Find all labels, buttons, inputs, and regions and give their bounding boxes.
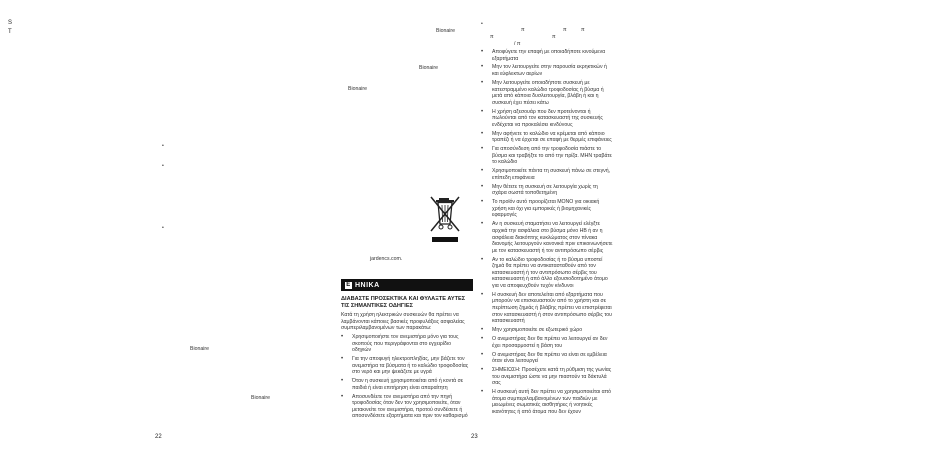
list-item: • Η χρήση αξεσουάρ που δεν προτείνονται ή πωλούνται από τον κατασκευαστή της συσκευής ενδέχεται να προκαλέσει κινδύνους: [481, 109, 613, 129]
weee-crossed-bin-icon: [429, 195, 461, 245]
corner-letter-t: T: [8, 29, 12, 35]
section-banner: [341, 279, 473, 291]
list-item: • Αν το καλώδιο τροφοδοσίας ή το βύσμα υποστεί ζημιά θα πρέπει να αντικατασταθούν από τον κατασκευαστή ή τον αντιπρόσωπο σέρβις του κατασκευαστή ή από άλλο εξουσιοδοτημένο άτομο για να αποφευχθούν τυχόν κίνδυνοι: [481, 257, 613, 290]
safety-heading: ΔΙΑΒΑΣΤΕ ΠΡΟΣΕΚΤΙΚΑ ΚΑΙ ΦΥΛΑΞΤΕ ΑΥΤΕΣ ΤΙΣ ΣΗΜΑΝΤΙΚΕΣ ΟΔΗΓΙΕΣ: [341, 296, 466, 309]
list-item: • Το προϊόν αυτό προορίζεται ΜΟΝΟ για οικιακή χρήση και όχι για εμπορικές ή βιομηχανικές εφαρμογές: [481, 199, 613, 219]
intro-paragraph: Κατά τη χρήση ηλεκτρικών συσκευών θα πρέπει να λαμβάνονται κάποιες βασικές προφυλάξεις ασφαλείας συμπεριλαμβανομένων των παρακάτω:: [341, 312, 465, 332]
list-item: • Μην αφήνετε το καλώδιο να κρέμεται από κάποιο τραπέζι ή να έρχεται σε επαφή με θερμές επιφάνειες: [481, 131, 613, 144]
page-number-right: 23: [471, 434, 478, 440]
list-item: • Για την αποφυγή ηλεκτροπληξίας, μην βάζετε τον ανεμιστήρα τα βύσματα ή το καλώδιο τροφοδοσίας στο νερό και μην ψεκάζετε με υγρά: [341, 356, 471, 376]
safety-list-left: [341, 334, 471, 422]
brand-label: Bionaire: [436, 28, 456, 34]
section-banner-title: ΗΝΙΚΑ: [355, 281, 380, 289]
list-item: • Η συσκευή αυτή δεν πρέπει να χρησιμοποιείται από άτομα συμπεριλαμβανομένων των παιδιών με μειωμένες σωματικές αισθητήρες ή νοητικές ικανότητες ή από άτομα που δεν έχουν: [481, 389, 613, 415]
list-item: • Μην λειτουργείτε οποιαδήποτε συσκευή με κατεστραμμένο καλώδιο τροφοδοσίας ή βύσμα ή μετά από κάποια δυσλειτουργία, βλάβη ή και η συσκευή έχει πέσει κάτω: [481, 80, 613, 106]
list-item: • Μην χρησιμοποιείτε σε εξωτερικό χώρο: [481, 327, 613, 334]
website-text: jardencs.com.: [370, 256, 403, 262]
list-item: • Μην τον λειτουργείτε στην παρουσία εκρηκτικών ή και εύφλεκτων αερίων: [481, 64, 613, 77]
brand-label: Bionaire: [251, 395, 271, 401]
list-item: • Χρησιμοποιήστε τον ανεμιστήρα μόνο για τους σκοπούς που περιγράφονται στο εγχειρίδιο οδηγιών: [341, 334, 471, 354]
stray-bullet: •: [162, 225, 164, 231]
top-fragment: •: [481, 21, 483, 27]
list-item: • Ο ανεμιστήρας δεν θα πρέπει να είναι σε εμβέλεια όταν είναι λειτουργεί: [481, 352, 613, 365]
top-fragment: π: [581, 27, 585, 33]
top-fragment: π: [521, 27, 525, 33]
brand-label: Bionaire: [419, 65, 439, 71]
top-fragment: π: [563, 27, 567, 33]
list-item: • Μην θέτετε τη συσκευή σε λειτουργία χωρίς τη σχάρα σωστά τοποθετημένη: [481, 184, 613, 197]
stray-bullet: •: [162, 163, 164, 169]
safety-list-right: [481, 49, 613, 418]
list-item: • ΣΗΜΕΙΩΣΗ: Προσέχετε κατά τη ρύθμιση της γωνίας του ανεμιστήρα ώστε να μην πιαστούν τα δάκτυλά σας: [481, 367, 613, 387]
corner-letter-s: S: [8, 20, 13, 26]
top-fragment: π: [552, 34, 556, 40]
list-item: • Η συσκευή δεν αποτελείται από εξαρτήματα που μπορούν να επισκευαστούν από το χρήστη και σε περίπτωση ζημιάς ή βλάβης πρέπει να επιστρέφεται στον κατασκευαστή ή στον αντιπρόσωπο σέρβις του κατασκευαστή: [481, 292, 613, 325]
list-item: • Αποφύγετε την επαφή με οποιαδήποτε κινούμενα εξαρτήματα: [481, 49, 613, 62]
list-item: • Ο ανεμιστήρας δεν θα πρέπει να λειτουργεί αν δεν έχει προσαρμοστεί η βάση του: [481, 336, 613, 349]
stray-bullet: •: [162, 143, 164, 149]
page-number-left: 22: [155, 434, 162, 440]
list-item: • Αν η συσκευή σταματήσει να λειτουργεί ελέγξτε αρχικά την ασφάλεια στο βύσμα μόνο ΗΒ ή αν η ασφάλεια διακόπτης κυκλώματος στον πίνακα διανομής λειτουργούν κανονικά πριν επικοινωνήσετε με τον κατασκευαστή ή τον αντιπρόσωπο σέρβις: [481, 221, 613, 254]
list-item: • Όταν η συσκευή χρησιμοποιείται από ή κοντά σε παιδιά ή είναι επιτήρηση είναι απαραίτητη: [341, 378, 471, 391]
top-fragment: / π: [514, 41, 521, 47]
top-fragment: π: [490, 34, 494, 40]
list-item: • Αποσυνδέετε τον ανεμιστήρα από την πηγή τροφοδοσίας όταν δεν τον χρησιμοποιείτε, όταν μετακινείτε τον ανεμιστήρα, προτού συνδέσετε ή αποσυνδέσετε εξαρτήματα και πριν τον καθαρισμό: [341, 394, 471, 420]
list-item: • Χρησιμοποιείτε πάντα τη συσκευή πάνω σε στεγνή, επίπεδη επιφάνεια: [481, 168, 613, 181]
brand-label: Bionaire: [348, 86, 368, 92]
list-item: • Για αποσύνδεση από την τροφοδοσία πιάστε το βύσμα και τραβήξτε το από την πρίζα. ΜΗΝ τραβάτε το καλώδιο: [481, 146, 613, 166]
brand-label: Bionaire: [190, 346, 210, 352]
language-logo-icon: E: [346, 281, 351, 288]
